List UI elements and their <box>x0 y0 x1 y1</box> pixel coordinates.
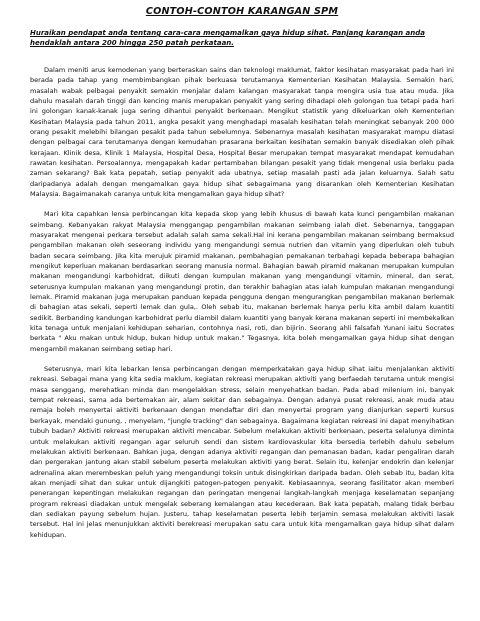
paragraph-recreation: Seterusnya, mari kita lebarkan lensa perbincangan dengan memperkatakan gaya hidup sihat iaitu menjalankan aktiviti rekreasi. Sebagai mana yang kita sedia maklum, kegiatan rekreasi merupakan aktiviti yang berfaedah terutama untuk mengisi masa senggang, merehatkan minda dan mengelakkan stress, selain menyehatkan badan. Pada abad milenium ini, banyak tempat rekreasi, sama ada bertemakan air, alam sekitar dan sebagainya. Dengan adanya pusat rekreasi, anak muda atau remaja boleh menyertai aktiviti berkenaan dengan mendaftar diri dan menyertai program yang dianjurkan seperti kursus berkayak, mendaki gunung, , menyelam, "jungle tracking" dan sebagainya. Bagaimana kegiatan rekreasi ini dapat menyihatkan tubuh badan? Aktiviti rekreasi merupakan aktiviti mencabar. Sebelum melakukan aktiviti berkenaan, peserta selalunya diminta untuk melakukan aktiviti regangan agar seluruh sendi dan sistem kardiovaskular kita bersedia terlebih dahulu sebelum melakukan aktiviti berkenaan. Bahkan juga, dengan adanya aktiviti regangan dan pemanasan badan, kadar pengaliran darah dan pergerakan jantung akan stabil sebelum peserta melakukan aktiviti yang berat. Selain itu, kelenjar endokrin dan kelenjar adrenalina akan merembeskan peluh yang mengandungi toksin untuk disingkirkan daripada badan. Oleh sebab itu, badan kita akan menjadi sihat dan sukar untuk dijangkiti patogen-patogen penyakit. Kebiasaannya, seorang fasilitator akan memberi penerangan kepentingan melakukan regangan dan peringatan mengenai langkah-langkah menjaga keselamatan sepanjang program rekreasi diadakan untuk mengelak seberang kemalangan atau kecederaan. Bak kata pepatah, malang tidak berbau dan sediakan payung sebelum hujan. Justeru, tahap keselamatan peserta lebih terjamin semasa melakukan aktiviti lasak tersebut. Hal ini jelas menunjukkan aktiviti berekreasi merupakan satu cara untuk kita mengamalkan gaya hidup sihat dalam kehidupan. <box>30 365 454 539</box>
paragraph-balanced-diet: Mari kita capahkan lensa perbincangan kita kepada skop yang lebih khusus di bawah kata kunci pengambilan makanan seimbang. Kebanyakan rakyat Malaysia menggangap pengambilan makanan seimbang ialah diet. Sebenarnya, tanggapan masyarakat mengenai perkara tersebut adalah salah sama sekali.Hal ini kerana pengambilan makanan seimbang bermaksud pengambilan makanan oleh seseorang individu yang mengandungi semua nutrien dan vitamin yang diperlukan oleh tubuh badan secara seimbang. Jika kita merujuk piramid makanan, pembahagian pemakanan terbahagi kepada beberapa bahagian mengikut keperluan makanan berdasarkan seorang manusia normal. Bahagian bawah piramid makanan merupakan kumpulan makanan mengandungi karbohidrat, diikuti dengan kumpulan makanan yang mengandungi vitamin, mineral, dan serat, seterusnya kumpulan makanan yang mengandungi protin, dan terakhir bahagian atas ialah kumpulan makanan mengandungi lemak. Piramid makanan juga merupakan panduan kepada pengguna dengan mengurangkan pengambilan makanan berlemak di bahagian atas sekali, seperti lemak dan gula,. Oleh sebab itu, makanan berlemak hanya perlu kita ambil dalam kuantiti sedikit. Berbanding kandungan karbohidrat perlu diambil dalam kuantiti yang banyak kerana makanan seperti ini membekalkan kita tenaga untuk menjalani kehidupan seharian, contohnya nasi, roti, dan bijirin. Seorang ahli falsafah Yunani iaitu Socrates berkata " Aku makan untuk hidup, bukan hidup untuk makan." Tegasnya, kita boleh mengamalkan gaya hidup sihat dengan mengambil makanan seimbang setiap hari. <box>30 210 454 353</box>
paragraph-introduction: Dalam meniti arus kemodenan yang berteraskan sains dan teknologi maklumat, faktor kesihatan masyarakat pada hari ini berada pada tahap yang membimbangkan pihak berkuasa terutamanya Kementerian Kesihatan Malaysia. Semakin hari, masalah wabak pelbagai penyakit semakin menjalar dalam kalangan masyarakat tanpa mengira usia tua atau muda. Jika dahulu masalah darah tinggi dan kencing manis merupakan penyakit yang sering dihadapi oleh golongan tua tetapi pada hari ini golongan kanak-kanak juga sering dihantui penyakit berkenaan. Mengikut statistik yang dikeluarkan oleh Kementerian Kesihatan Malaysia pada tahun 2011, angka pesakit yang menghadapi masalah kesihatan telah meningkat sebanyak 200 000 orang pesakit melebihi bilangan pesakit pada tahun sebelumnya. Sebenarnya masalah kesihatan masyarakat mampu diatasi dengan pelbagai cara terutamanya dengan kemudahan prasarana berkaitan kesihatan semakin banyak disediakan oleh pihak kerajaan. Klinik desa, Klinik 1 Malaysia, Hospital Desa, Hospital Besar merupakan tempat masyarakat mendapat kemudahan rawatan kesihatan. Persoalannya, mengapakah kadar pertambahan bilangan pesakit yang tidak mengenal usia berlaku pada zaman sekarang? Bak kata pepatah, setiap penyakit ada ubatnya, setiap masalah pasti ada jalan keluarnya. Salah satu daripadanya adalah dengan mengamalkan gaya hidup sihat sebagaimana yang disarankan oleh Kementerian Kesihatan Malaysia. Bagaimanakah caranya untuk kita mengamalkan gaya hidup sihat? <box>30 65 454 198</box>
essay-instruction: Huraikan pendapat anda tentang cara-cara mengamalkan gaya hidup sihat. Panjang karangan anda hendaklah antara 200 hingga 250 patah perkataan. <box>30 29 425 48</box>
document-title: CONTOH-CONTOH KARANGAN SPM <box>145 6 339 17</box>
